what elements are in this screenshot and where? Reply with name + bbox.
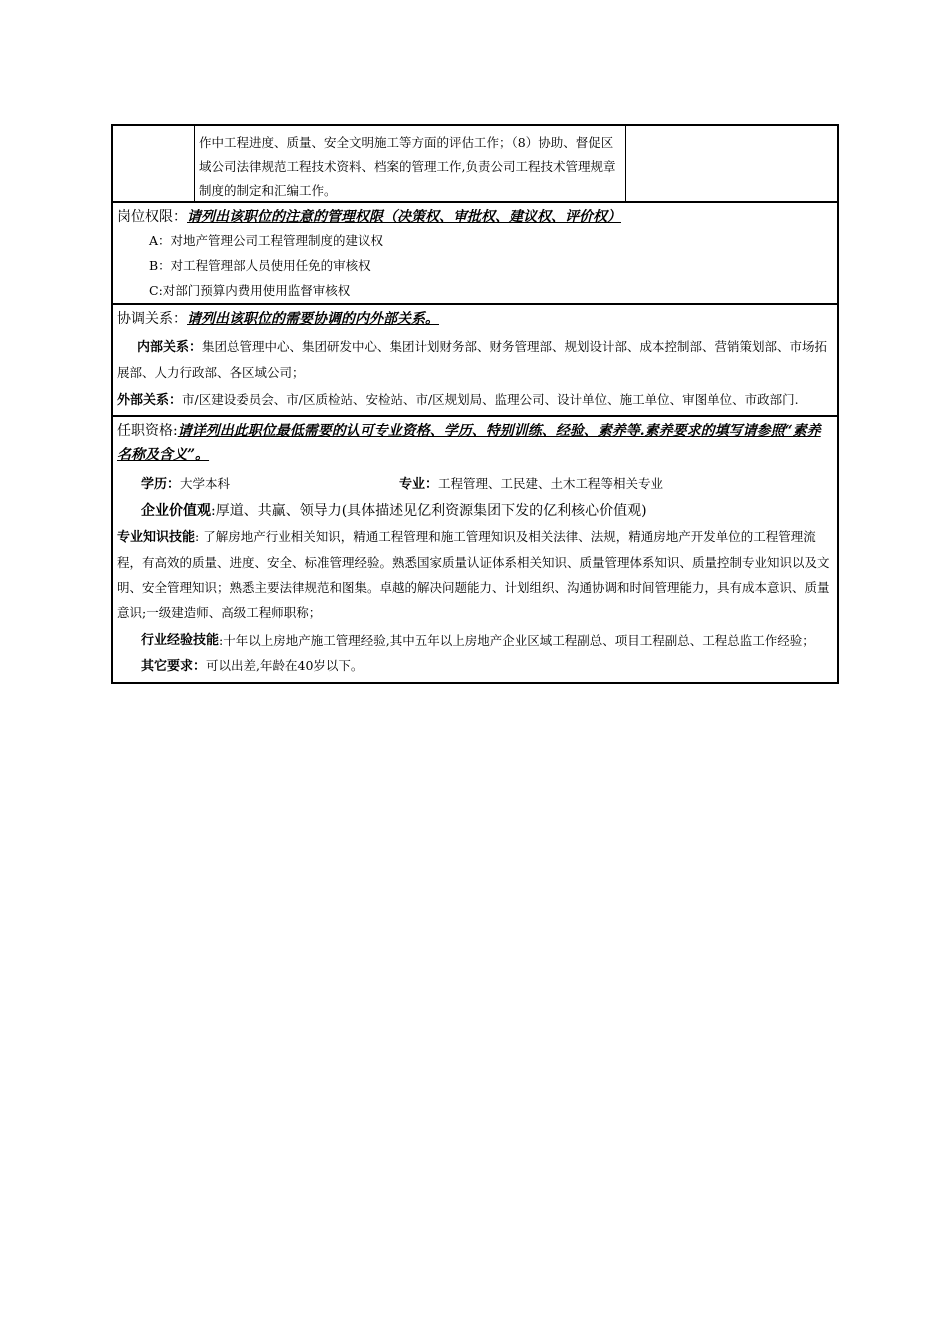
major-label: 专业： bbox=[399, 477, 439, 492]
qualification-hint: 请详列出此职位最低需要的认可专业资格、学历、特别训练、经验、素养等.素养要求的填写请参照“素养名称及含义”。 bbox=[117, 423, 821, 463]
qualification-section bbox=[113, 417, 837, 682]
education-label: 学历： bbox=[141, 477, 181, 492]
professional-skills bbox=[113, 524, 837, 625]
external-relations-label: 外部关系： bbox=[117, 393, 183, 408]
coordination-hint: 请列出该职位的需要协调的内外部关系。 bbox=[187, 311, 439, 327]
duties-text-cell: 作中工程进度、质量、安全文明施工等方面的评估工作；（8）协助、督促区域公司法律规范工程技术资料、档案的管理工作,负责公司工程技术管理规章制度的制定和汇编工作。 bbox=[195, 126, 626, 201]
other-requirements-text: 可以出差,年龄在40岁以下。 bbox=[206, 658, 364, 673]
other-requirements bbox=[113, 653, 837, 682]
professional-skills-label: 专业知识技能 bbox=[117, 530, 196, 545]
industry-experience bbox=[113, 625, 837, 653]
job-description-table bbox=[111, 124, 839, 684]
authority-item: B：对工程管理部人员使用任免的审核权 bbox=[149, 258, 371, 273]
external-relations bbox=[113, 385, 837, 415]
duties-continuation-row bbox=[113, 126, 837, 203]
major-field bbox=[399, 471, 663, 498]
coordination-label: 协调关系： bbox=[117, 311, 187, 327]
internal-relations-label: 内部关系： bbox=[137, 340, 203, 355]
empty-label-cell bbox=[113, 126, 195, 201]
education-value: 大学本科 bbox=[180, 476, 231, 491]
corporate-values bbox=[113, 498, 837, 524]
authority-item: C:对部门预算内费用使用监督审核权 bbox=[149, 283, 351, 298]
qualification-header bbox=[113, 417, 837, 467]
authority-item: A：对地产管理公司工程管理制度的建议权 bbox=[149, 233, 384, 248]
corporate-values-text: :厚道、共赢、领导力(具体描述见亿利资源集团下发的亿利核心价值观) bbox=[211, 503, 647, 519]
authority-hint: 请列出该职位的注意的管理权限（决策权、审批权、建议权、评价权） bbox=[187, 209, 621, 225]
internal-relations bbox=[113, 330, 837, 385]
authority-header bbox=[113, 203, 837, 228]
major-value: 工程管理、工民建、土木工程等相关专业 bbox=[438, 476, 664, 491]
authority-label: 岗位权限： bbox=[117, 209, 187, 225]
internal-relations-text: 集团总管理中心、集团研发中心、集团计划财务部、财务管理部、规划设计部、成本控制部、营销策划部、市场拓展部、人力行政部、各区域公司； bbox=[117, 339, 828, 380]
education-field bbox=[141, 471, 399, 498]
industry-experience-text: :十年以上房地产施工管理经验,其中五年以上房地产企业区域工程副总、项目工程副总、工程总监工作经验； bbox=[219, 633, 815, 648]
coordination-header bbox=[113, 305, 837, 330]
industry-experience-label: 行业经验技能 bbox=[141, 633, 220, 648]
external-relations-text: 市/区建设委员会、市/区质检站、安检站、市/区规划局、监理公司、设计单位、施工单位、审图单位、市政部门. bbox=[182, 392, 799, 407]
corporate-values-label: 企业价值观 bbox=[141, 503, 211, 519]
coordination-section bbox=[113, 305, 837, 417]
education-major-row bbox=[113, 471, 837, 498]
other-requirements-label: 其它要求： bbox=[141, 659, 207, 674]
professional-skills-text: : 了解房地产行业相关知识，精通工程管理和施工管理知识及相关法律、法规，精通房地产开发单位的工程管理流程，有高效的质量、进度、安全、标准管理经验。熟悉国家质量认证体系相关知识、质量管理体系知识、质量控制专业知识以及文明、安全管理知识；熟悉主要法律规范和图集。卓越的解决问题能力、计划组织、沟通协调和时间管理能力，具有成本意识、质量意识;一级建造师、高级工程师职称； bbox=[117, 529, 830, 620]
qualification-label: 任职资格: bbox=[117, 423, 178, 439]
authority-section bbox=[113, 203, 837, 305]
empty-remark-cell bbox=[626, 126, 837, 201]
